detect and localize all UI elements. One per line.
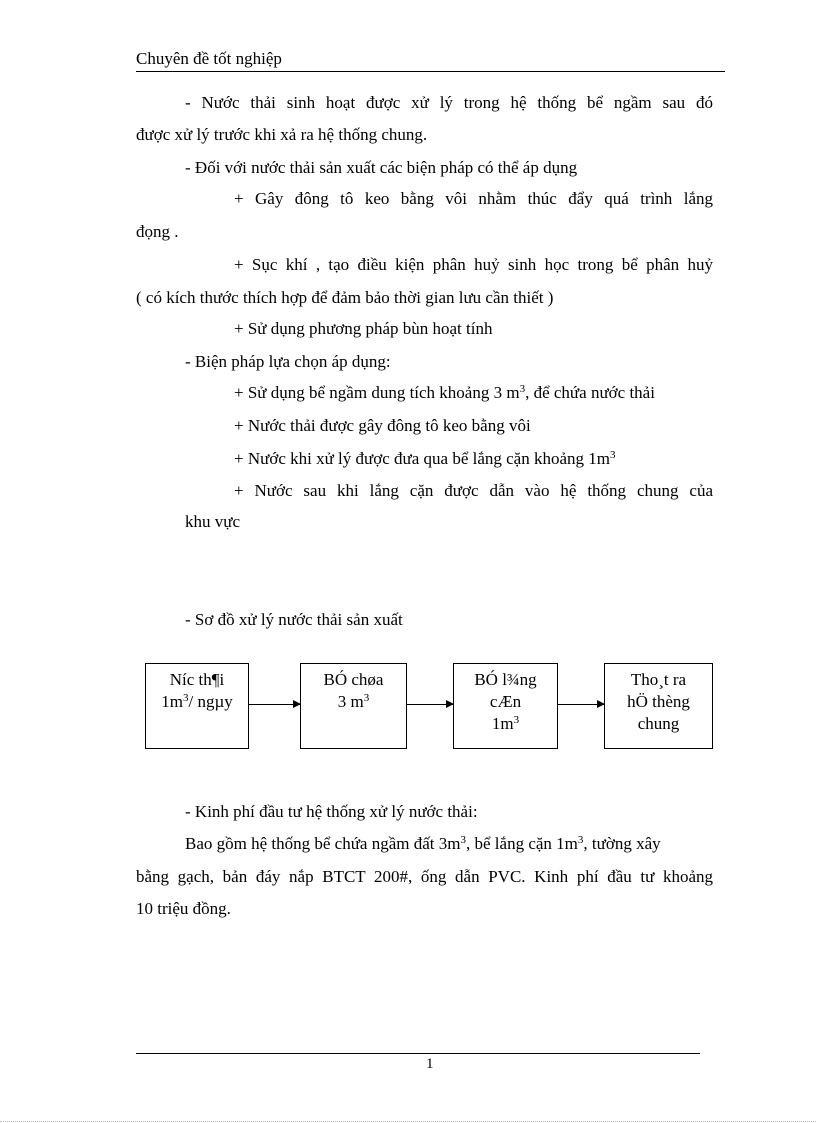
text-run: , để chứa nước thải [525, 383, 655, 402]
box-label: chung [637, 714, 680, 733]
box-label: BÓ l¾ng [474, 670, 537, 689]
box-label: hÖ thèng [627, 692, 690, 711]
text-run: , bể lắng cặn 1m [466, 834, 578, 853]
diagram-box-wastewater [145, 663, 249, 749]
superscript: 3 [182, 692, 189, 704]
text-run: 1m [161, 692, 183, 711]
paragraph-line [234, 449, 616, 469]
box-label: BÓ chøa [323, 670, 384, 689]
box-label [301, 691, 406, 713]
section-heading: - Sơ đồ xử lý nước thải sản xuất [185, 610, 403, 629]
diagram-box-discharge [604, 663, 713, 749]
paragraph-line: khu vực [185, 512, 241, 531]
paragraph-line: + Sục khí , tạo điều kiện phân huỷ sinh học trong bể phân huỷ [234, 255, 713, 274]
flow-arrow [249, 704, 300, 705]
text-run: + Sử dụng bể ngầm dung tích khoảng 3 m [234, 383, 520, 402]
paragraph-line: đọng . [136, 222, 179, 241]
superscript: 3 [363, 692, 370, 704]
flow-arrow [407, 704, 453, 705]
text-run: 3 m [337, 692, 364, 711]
box-label: Níc th¶i [169, 670, 225, 689]
text-run: Bao gồm hệ thống bể chứa ngầm đất 3m [185, 834, 461, 853]
box-label [454, 713, 557, 735]
paragraph-line: ( có kích thước thích hợp để đảm bảo thời gian lưu cần thiết ) [136, 288, 554, 307]
paragraph-line: - Đối với nước thải sản xuất các biện pháp có thể áp dụng [185, 158, 578, 177]
box-label: cÆn [489, 692, 522, 711]
diagram-box-settling-tank [453, 663, 558, 749]
text-run: / ngµy [188, 692, 233, 711]
superscript: 3 [513, 714, 520, 726]
page-break-line [0, 1121, 816, 1122]
paragraph-line: + Nước thải được gây đông tô keo bằng vôi [234, 416, 531, 435]
paragraph-line: + Sử dụng phương pháp bùn hoạt tính [234, 319, 493, 338]
superscript: 3 [610, 449, 616, 461]
superscript: 3 [460, 834, 466, 846]
text-run: 1m [491, 714, 514, 733]
superscript: 3 [519, 383, 526, 395]
paragraph-line: bằng gạch, bản đáy nắp BTCT 200#, ống dẫn PVC. Kinh phí đầu tư khoảng [136, 867, 713, 886]
paragraph-line: - Biện pháp lựa chọn áp dụng: [185, 352, 391, 371]
flow-arrow [558, 704, 604, 705]
paragraph-line: được xử lý trước khi xả ra hệ thống chung. [136, 125, 428, 144]
paragraph-line: + Nước sau khi lắng cặn được dẫn vào hệ thống chung của [234, 481, 713, 500]
page-header: Chuyên đề tốt nghiệp [136, 49, 282, 68]
paragraph-line [234, 383, 655, 403]
header-rule [136, 71, 725, 72]
box-label: Tho¸t ra [630, 670, 687, 689]
footer-rule [136, 1053, 700, 1054]
paragraph-line: 10 triệu đồng. [136, 899, 231, 918]
diagram-box-storage-tank [300, 663, 407, 749]
paragraph-line [185, 834, 661, 854]
section-heading: - Kinh phí đầu tư hệ thống xử lý nước thải: [185, 802, 478, 821]
text-run: , tường xây [583, 834, 661, 853]
text-run: + Nước khi xử lý được đưa qua bể lắng cặn khoảng 1m [234, 449, 611, 468]
paragraph-line: - Nước thải sinh hoạt được xử lý trong hệ thống bể ngầm sau đó [185, 93, 713, 112]
superscript: 3 [577, 834, 584, 846]
box-label [146, 691, 248, 713]
page-number: 1 [426, 1056, 434, 1072]
paragraph-line: + Gây đông tô keo bằng vôi nhằm thúc đẩy quá trình lắng [234, 189, 713, 208]
